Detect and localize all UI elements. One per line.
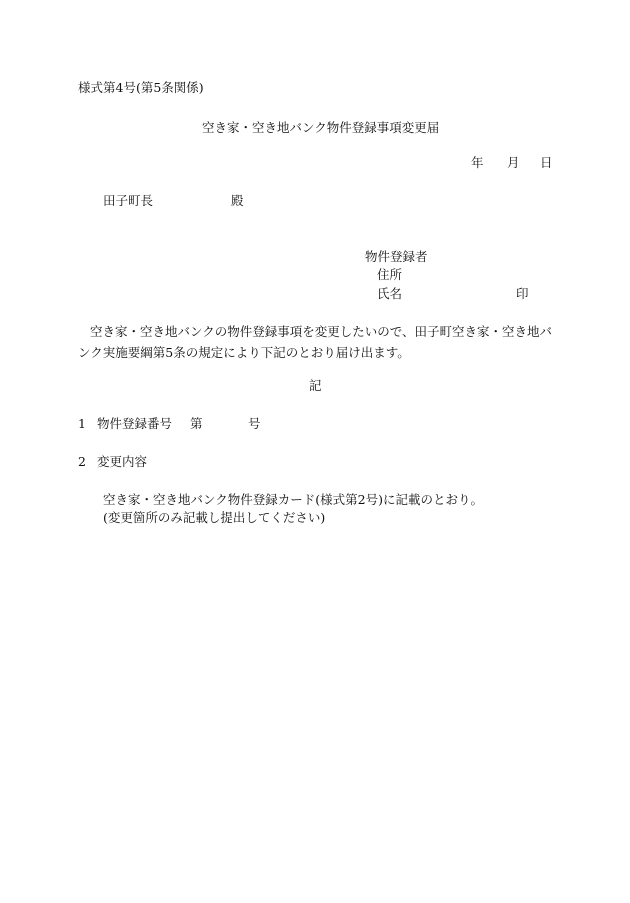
item-1-number: 1 bbox=[78, 416, 86, 431]
addressee-honorific: 殿 bbox=[231, 193, 244, 208]
registrant-heading: 物件登録者 bbox=[365, 249, 428, 264]
form-number: 様式第4号(第5条関係) bbox=[78, 80, 204, 95]
registrant-name-label: 氏名 bbox=[377, 286, 403, 301]
body-paragraph: 空き家・空き地バンクの物件登録事項を変更したいので、田子町空き家・空き地バンク実施要綱第5条の規定により下記のとおり届け出ます。 bbox=[78, 324, 553, 360]
change-content-line1: 空き家・空き地バンク物件登録カード(様式第2号)に記載のとおり。 bbox=[103, 492, 483, 507]
date-year: 年 bbox=[471, 155, 484, 170]
date-day: 日 bbox=[540, 155, 553, 170]
registrant-address-label: 住所 bbox=[377, 267, 403, 282]
seal-mark: 印 bbox=[516, 286, 529, 301]
ki-heading: 記 bbox=[309, 378, 322, 393]
item-2-label: 変更内容 bbox=[97, 454, 148, 469]
addressee-name: 田子町長 bbox=[103, 193, 154, 208]
item-1-suffix: 号 bbox=[248, 416, 261, 431]
change-content-line2: (変更箇所のみ記載し提出してください) bbox=[103, 510, 326, 525]
item-2-number: 2 bbox=[78, 454, 86, 469]
document-title: 空き家・空き地バンク物件登録事項変更届 bbox=[202, 120, 440, 135]
item-1-label: 物件登録番号 bbox=[97, 416, 173, 431]
date-month: 月 bbox=[507, 155, 520, 170]
item-1-prefix: 第 bbox=[190, 416, 203, 431]
